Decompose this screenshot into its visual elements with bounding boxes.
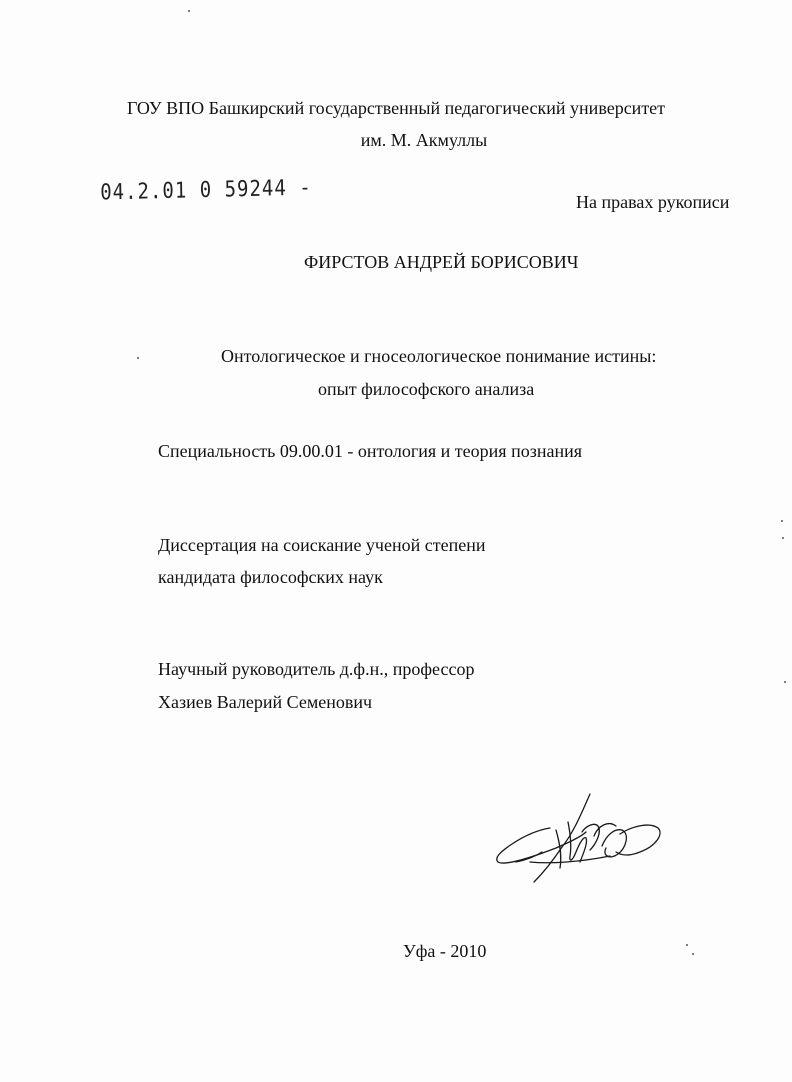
supervisor-line1: Научный руководитель д.ф.н., профессор [158, 659, 475, 679]
dissertation-title-line1: Онтологическое и гносеологическое понимание истины: [221, 346, 657, 366]
library-stamp-number: 04.2.01 0 59244 - [100, 174, 312, 206]
scan-speck [188, 10, 190, 12]
scan-speck [784, 681, 786, 683]
scan-speck [782, 537, 784, 539]
supervisor-name: Хазиев Валерий Семенович [158, 692, 373, 712]
scan-speck [781, 520, 783, 522]
author-name: ФИРСТОВ АНДРЕЙ БОРИСОВИЧ [304, 252, 579, 272]
scan-speck [692, 953, 694, 955]
dissertation-title-line2: опыт философского анализа [318, 379, 535, 399]
degree-line2: кандидата философских наук [158, 567, 383, 587]
city-year: Уфа - 2010 [403, 941, 487, 961]
scan-speck [137, 357, 139, 359]
institution-name: ГОУ ВПО Башкирский государственный педагогический университет [126, 98, 666, 118]
handwritten-signature [490, 792, 670, 887]
manuscript-note: На правах рукописи [576, 192, 730, 212]
degree-line1: Диссертация на соискание ученой степени [158, 535, 486, 555]
specialty-line: Специальность 09.00.01 - онтология и теория познания [158, 441, 582, 461]
scan-speck [686, 944, 688, 946]
institution-named-after: им. М. Акмуллы [360, 130, 488, 150]
